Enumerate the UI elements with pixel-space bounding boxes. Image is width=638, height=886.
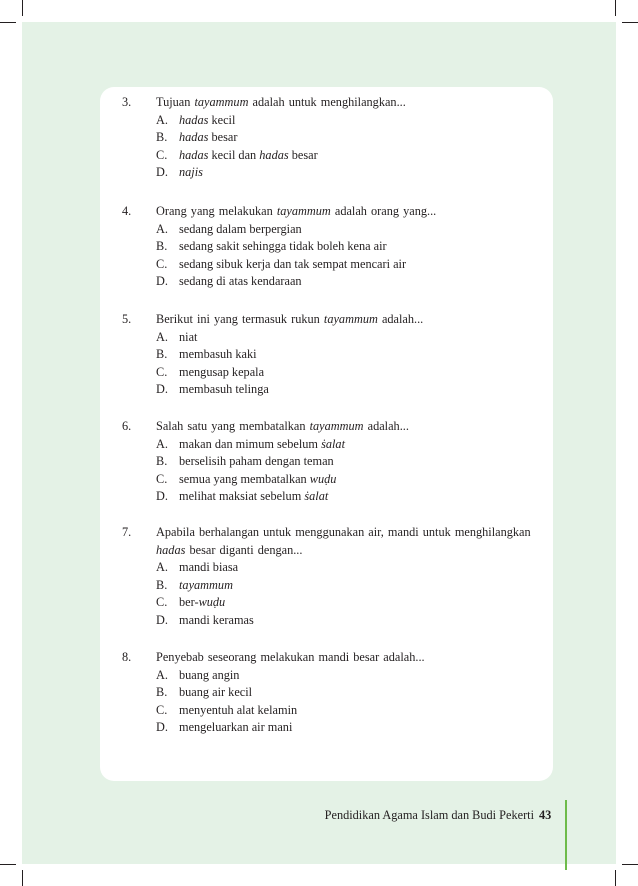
answer-option (122, 612, 562, 630)
italic-term: hadas (259, 147, 289, 162)
text-segment: semua yang membatalkan (179, 471, 310, 486)
italic-term: tayammum (276, 204, 331, 218)
question-stem-continued (156, 542, 302, 560)
text-segment: Apabila berhalangan untuk menggunakan air, mandi untuk menghilangkan (156, 525, 531, 539)
option-text (179, 381, 269, 399)
option-letter: A. (156, 329, 168, 344)
text-segment: Penyebab seseorang melakukan mandi besar adalah... (156, 650, 425, 664)
option-letter: D. (156, 612, 168, 627)
text-segment: sedang dalam berpergian (179, 221, 302, 236)
text-segment: mengusap kepala (179, 364, 265, 379)
italic-term: najis (179, 165, 203, 180)
question-stem-row (122, 311, 562, 329)
question-number: 6. (122, 419, 132, 433)
crop-mark (615, 870, 616, 886)
answer-option (122, 238, 562, 256)
question-stem-row (122, 203, 562, 221)
question-number: 7. (122, 525, 132, 539)
option-text (179, 684, 252, 702)
answer-option (122, 702, 562, 720)
option-text (179, 667, 239, 685)
text-segment: membasuh telinga (179, 382, 269, 397)
answer-option (122, 273, 562, 291)
italic-term: ṡalat (304, 489, 329, 504)
option-letter: D. (156, 489, 168, 504)
text-segment: adalah orang yang... (330, 204, 437, 218)
option-letter: C. (156, 364, 168, 379)
option-letter: A. (156, 112, 168, 127)
question-number: 3. (122, 95, 132, 109)
answer-option (122, 684, 562, 702)
text-segment: berselisih paham dengan teman (179, 454, 334, 469)
option-text (179, 719, 292, 737)
question-stem (156, 94, 406, 112)
option-text (179, 488, 328, 506)
option-letter: B. (156, 347, 168, 362)
text-segment: makan dan mimum sebelum (179, 436, 322, 451)
question-6 (122, 418, 562, 506)
option-letter: C. (156, 256, 168, 271)
question-stem (156, 203, 436, 221)
option-letter: A. (156, 667, 168, 682)
option-text (179, 364, 264, 382)
answer-option (122, 329, 562, 347)
text-segment: buang air kecil (179, 685, 253, 700)
text-segment: sedang di atas kendaraan (179, 274, 302, 289)
option-text (179, 273, 302, 291)
option-letter: B. (156, 239, 168, 254)
text-segment: Salah satu yang membatalkan (156, 419, 310, 433)
question-7 (122, 524, 562, 630)
text-segment: mengeluarkan air mani (179, 720, 293, 735)
text-segment: mandi keramas (179, 612, 254, 627)
crop-mark (622, 22, 638, 23)
question-number: 5. (122, 312, 132, 326)
text-segment: kecil (208, 112, 236, 127)
text-segment: besar diganti dengan... (185, 542, 303, 557)
option-letter: C. (156, 702, 168, 717)
option-text (179, 238, 387, 256)
answer-option (122, 147, 562, 165)
answer-option (122, 719, 562, 737)
option-letter: D. (156, 165, 168, 180)
option-text (179, 577, 233, 595)
option-letter: B. (156, 577, 168, 592)
italic-term: ṡalat (321, 436, 345, 451)
text-segment: melihat maksiat sebelum (179, 489, 305, 504)
option-letter: D. (156, 274, 168, 289)
question-stem (156, 524, 531, 542)
question-3 (122, 94, 562, 182)
crop-mark (622, 864, 638, 865)
question-5 (122, 311, 562, 399)
footer-page-number: 43 (539, 808, 552, 822)
option-text (179, 453, 334, 471)
text-segment: Berikut ini yang termasuk rukun (156, 312, 324, 326)
footer-book-title: Pendidikan Agama Islam dan Budi Pekerti (324, 808, 534, 822)
answer-option (122, 488, 562, 506)
text-segment: besar (208, 130, 238, 145)
option-letter: D. (156, 720, 168, 735)
question-stem (156, 311, 423, 329)
option-letter: D. (156, 382, 168, 397)
option-letter: C. (156, 147, 168, 162)
text-segment: membasuh kaki (179, 347, 257, 362)
option-text (179, 436, 345, 454)
question-number: 4. (122, 204, 132, 218)
question-stem-row (122, 418, 562, 436)
text-segment: kecil dan (208, 147, 260, 162)
crop-mark (0, 864, 16, 865)
option-text (179, 471, 336, 489)
question-stem (156, 649, 425, 667)
crop-mark (0, 22, 16, 23)
question-stem (156, 418, 409, 436)
option-text (179, 702, 297, 720)
italic-term: tayammum (194, 95, 249, 109)
option-text (179, 112, 235, 130)
option-text (179, 256, 406, 274)
question-stem-row (122, 524, 562, 542)
text-segment: ber- (179, 595, 199, 610)
answer-option (122, 667, 562, 685)
text-segment: mandi biasa (179, 560, 239, 575)
answer-option (122, 471, 562, 489)
answer-option (122, 129, 562, 147)
option-text (179, 346, 257, 364)
text-segment: Orang yang melakukan (156, 204, 277, 218)
option-text (179, 164, 203, 182)
footer-accent-line (565, 800, 567, 870)
question-4 (122, 203, 562, 291)
italic-term: hadas (179, 130, 209, 145)
answer-option (122, 381, 562, 399)
option-text (179, 594, 225, 612)
text-segment: niat (179, 329, 198, 344)
italic-term: tayammum (309, 419, 364, 433)
answer-option (122, 594, 562, 612)
answer-option (122, 364, 562, 382)
answer-option (122, 112, 562, 130)
option-text (179, 612, 254, 630)
answer-option (122, 221, 562, 239)
text-segment: adalah... (363, 419, 409, 433)
answer-option (122, 346, 562, 364)
italic-term: tayammum (179, 577, 233, 592)
text-segment: sedang sakit sehingga tidak boleh kena air (179, 239, 387, 254)
text-segment: adalah... (377, 312, 424, 326)
answer-option (122, 256, 562, 274)
italic-term: wuḍu (309, 471, 337, 486)
option-letter: C. (156, 471, 168, 486)
text-segment: besar (288, 147, 318, 162)
answer-option (122, 436, 562, 454)
answer-option (122, 453, 562, 471)
italic-term: hadas (156, 542, 186, 557)
text-segment: buang angin (179, 667, 240, 682)
option-text (179, 147, 318, 165)
italic-term: hadas (179, 112, 209, 127)
italic-term: wuḍu (198, 595, 226, 610)
text-segment: adalah untuk menghilangkan... (248, 95, 406, 109)
answer-option (122, 559, 562, 577)
question-number: 8. (122, 650, 132, 664)
option-letter: A. (156, 436, 168, 451)
option-text (179, 329, 197, 347)
text-segment: Tujuan (156, 95, 195, 109)
option-letter: B. (156, 130, 168, 145)
option-letter: A. (156, 560, 168, 575)
question-stem-row (122, 94, 562, 112)
answer-option (122, 577, 562, 595)
crop-mark (22, 870, 23, 886)
option-letter: B. (156, 454, 168, 469)
option-text (179, 129, 237, 147)
italic-term: hadas (179, 147, 209, 162)
question-8 (122, 649, 562, 737)
italic-term: tayammum (323, 312, 378, 326)
option-letter: B. (156, 685, 168, 700)
option-text (179, 559, 238, 577)
question-stem-row (122, 649, 562, 667)
crop-mark (615, 0, 616, 16)
option-letter: A. (156, 221, 168, 236)
answer-option (122, 164, 562, 182)
option-letter: C. (156, 595, 168, 610)
question-stem-row (122, 542, 562, 560)
option-text (179, 221, 302, 239)
text-segment: menyentuh alat kelamin (179, 702, 298, 717)
crop-mark (22, 0, 23, 16)
text-segment: sedang sibuk kerja dan tak sempat mencari air (179, 256, 407, 271)
